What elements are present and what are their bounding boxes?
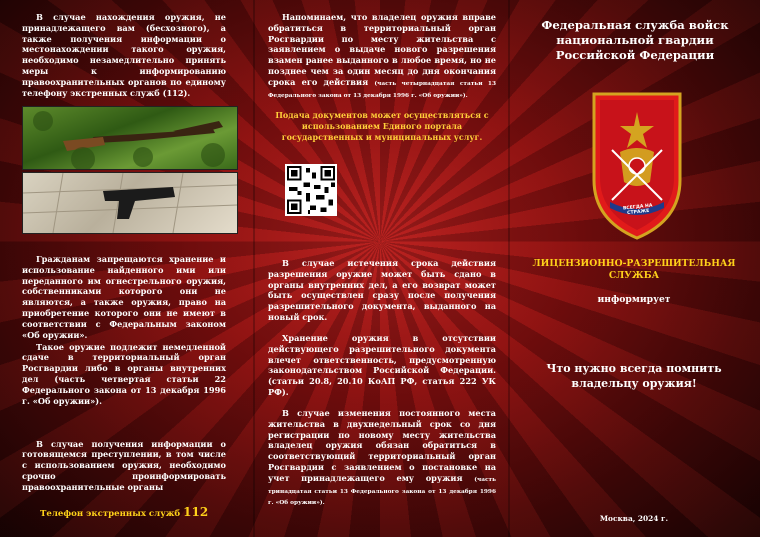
middle-paragraph-3: Хранение оружия в отсутствии действующего разрешительного документа влечет ответственность, предусмотренную законодательством Российской Федерации. (статьи 20.8, 20.10 КоАП РФ, статья 222 УК РФ). xyxy=(268,332,496,398)
organization-title: Федеральная служба войск национальной гвардии Российской Федерации xyxy=(541,18,729,63)
brochure-question: Что нужно всегда помнить владельцу оружия! xyxy=(546,362,722,390)
middle-paragraph-4-text: В случае изменения постоянного места жительства в двухнедельный срок со дня регистрации по новому месту жительства владелец оружия обязан обратиться в соответствующий территориальный орган Росгвардии с заявлением о постановке на учет принадлежащего ему оружия xyxy=(268,407,496,483)
portal-notice: Подача документов может осуществляться с использованием Единого портала государственных и муниципальных услуг. xyxy=(275,110,489,142)
left-panel-lower xyxy=(0,242,250,493)
qr-code[interactable] xyxy=(285,164,337,216)
middle-paragraph-4 xyxy=(268,408,496,508)
informs-label: информирует xyxy=(597,294,671,305)
left-paragraph-3: Такое оружие подлежит немедленной сдаче в территориальный орган Росгвардии либо в органы внутренних дел (часть четвертая статьи 22 Федерального закона от 13 декабря 1996 г. «Об оружии»). xyxy=(22,341,226,406)
fold-line-1 xyxy=(253,0,255,537)
pistol-photo xyxy=(22,172,238,234)
middle-paragraph-1 xyxy=(268,12,496,100)
middle-paragraph-1-note: (часть четырнадцатая статьи 13 Федерального закона от 13 декабря 1996 г. «Об оружии»). xyxy=(268,80,496,99)
rifle-photo xyxy=(22,106,238,170)
rosgvardia-emblem xyxy=(590,90,684,240)
city-year: Москва, 2024 г. xyxy=(599,514,669,523)
middle-paragraph-4-note: (часть тринадцатая статьи 13 Федерального закона от 13 декабря 1996 г. «Об оружии»). xyxy=(268,476,497,507)
emergency-phone xyxy=(40,505,208,519)
emblem-motto: ВСЕГДА НА СТРАЖЕ xyxy=(622,203,653,217)
middle-paragraph-2: В случае истечения срока действия разрешения оружие может быть сдано в органы внутренних дел, а его возврат может быть осуществлен сразу после получения разрешительного документа, выданного на новый срок. xyxy=(268,258,496,323)
department-name: ЛИЦЕНЗИОННО-РАЗРЕШИТЕЛЬНАЯ СЛУЖБА xyxy=(532,258,736,281)
left-paragraph-1: В случае нахождения оружия, не принадлежащего вам (бесхозного), а также получения информации о местонахождении такого оружия, необходимо незамедлительно принять меры к информированию правоохранительных органов по единому телефону экстренных служб (112). xyxy=(22,12,226,98)
middle-paragraph-1-text: Напоминаем, что владелец оружия вправе обратиться в территориальный орган Росгвардии по месту жительства с заявлением о выдаче нового разрешения взамен ранее выданного в любое время, но не позднее чем за один месяц до дня окончания срока его действия xyxy=(268,12,496,87)
left-paragraph-2: Гражданам запрещаются хранение и использование найденного ими или переданного им огнестрельного оружия, собственниками которого они не являются, а также оружия, право на приобретение которого они не имеют в соответствии с Федеральным законом «Об оружии». xyxy=(22,254,226,340)
emergency-phone-number: 112 xyxy=(183,505,209,519)
middle-panel-lower xyxy=(256,246,508,508)
emergency-phone-label: Телефон экстренных служб xyxy=(40,509,181,519)
left-paragraph-4: В случае получения информации о готовящемся преступлении, в том числе с использованием оружия, необходимо срочно проинформировать правоохранительные органы xyxy=(22,438,226,492)
